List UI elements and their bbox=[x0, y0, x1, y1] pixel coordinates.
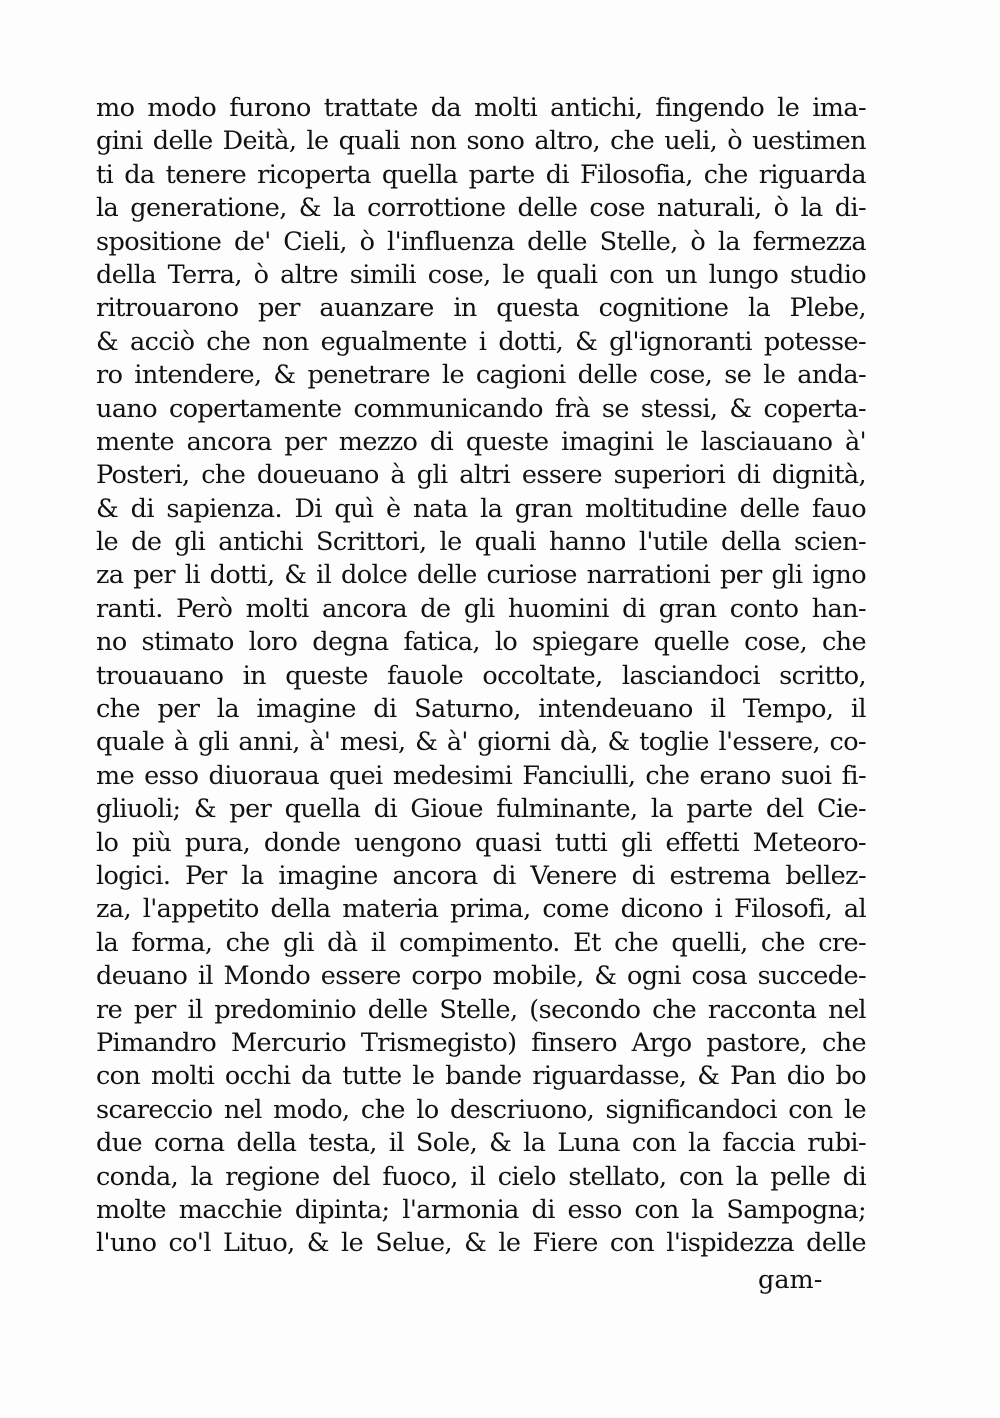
text-line: & di sapienza. Di quì è nata la gran moltitudine delle fauo bbox=[96, 493, 866, 524]
text-line: lo più pura, donde uengono quasi tutti gli effetti Meteoro- bbox=[96, 827, 866, 858]
text-line: no stimato loro degna fatica, lo spiegare quelle cose, che bbox=[96, 627, 866, 658]
text-line: mente ancora per mezzo di queste imagini le lasciauano à' bbox=[96, 426, 866, 457]
text-line: la forma, che gli dà il compimento. Et che quelli, che cre- bbox=[96, 927, 866, 958]
text-line: spositione de' Cieli, ò l'influenza delle Stelle, ò la fermezza bbox=[96, 226, 866, 257]
text-line: me esso diuoraua quei medesimi Fanciulli, che erano suoi fi- bbox=[96, 760, 866, 791]
text-line: gini delle Deità, le quali non sono altro, che ueli, ò uestimen bbox=[96, 126, 866, 157]
text-line: za, l'appetito della materia prima, come dicono i Filosofi, al bbox=[96, 894, 866, 925]
text-line: mo modo furono trattate da molti antichi, fingendo le ima- bbox=[96, 93, 866, 123]
text-line: ritrouarono per auanzare in questa cognitione la Plebe, bbox=[96, 293, 866, 324]
catchword: gam- bbox=[758, 1265, 823, 1295]
text-line: & acciò che non egualmente i dotti, & gl'ignoranti potesse- bbox=[96, 326, 866, 357]
text-line: za per li dotti, & il dolce delle curiose narrationi per gli igno bbox=[96, 560, 866, 591]
text-line: Posteri, che doueuano à gli altri essere superiori di dignità, bbox=[96, 460, 866, 491]
text-line: conda, la regione del fuoco, il cielo stellato, con la pelle di bbox=[96, 1161, 866, 1192]
text-line: scareccio nel modo, che lo descriuono, significandoci con le bbox=[96, 1094, 866, 1125]
text-line: due corna della testa, il Sole, & la Luna con la faccia rubi- bbox=[96, 1128, 866, 1159]
text-line: re per il predominio delle Stelle, (secondo che racconta nel bbox=[96, 994, 866, 1025]
text-line: deuano il Mondo essere corpo mobile, & ogni cosa succede- bbox=[96, 961, 866, 992]
text-line: Pimandro Mercurio Trismegisto) finsero Argo pastore, che bbox=[96, 1027, 866, 1058]
text-line: la generatione, & la corrottione delle cose naturali, ò la di- bbox=[96, 193, 866, 224]
text-line: le de gli antichi Scrittori, le quali hanno l'utile della scien- bbox=[96, 527, 866, 558]
body-text bbox=[96, 92, 866, 1261]
text-line: uano copertamente communicando frà se stessi, & coperta- bbox=[96, 393, 866, 424]
text-line: trouauano in queste fauole occoltate, lasciandoci scritto, bbox=[96, 660, 866, 691]
text-line: logici. Per la imagine ancora di Venere di estrema bellez- bbox=[96, 860, 866, 891]
text-line: della Terra, ò altre simili cose, le quali con un lungo studio bbox=[96, 259, 866, 290]
text-line: che per la imagine di Saturno, intendeuano il Tempo, il bbox=[96, 694, 866, 725]
text-line: molte macchie dipinta; l'armonia di esso con la Sampogna; bbox=[96, 1194, 866, 1225]
text-line: gliuoli; & per quella di Gioue fulminante, la parte del Cie- bbox=[96, 794, 866, 825]
text-line: ro intendere, & penetrare le cagioni delle cose, se le anda- bbox=[96, 360, 866, 391]
text-line: quale à gli anni, à' mesi, & à' giorni dà, & toglie l'essere, co- bbox=[96, 727, 866, 758]
text-line: ranti. Però molti ancora de gli huomini di gran conto han- bbox=[96, 593, 866, 624]
text-line: ti da tenere ricoperta quella parte di Filosofia, che riguarda bbox=[96, 159, 866, 190]
text-line: con molti occhi da tutte le bande riguardasse, & Pan dio bo bbox=[96, 1061, 866, 1092]
text-line: l'uno co'l Lituo, & le Selue, & le Fiere con l'ispidezza delle bbox=[96, 1228, 866, 1259]
